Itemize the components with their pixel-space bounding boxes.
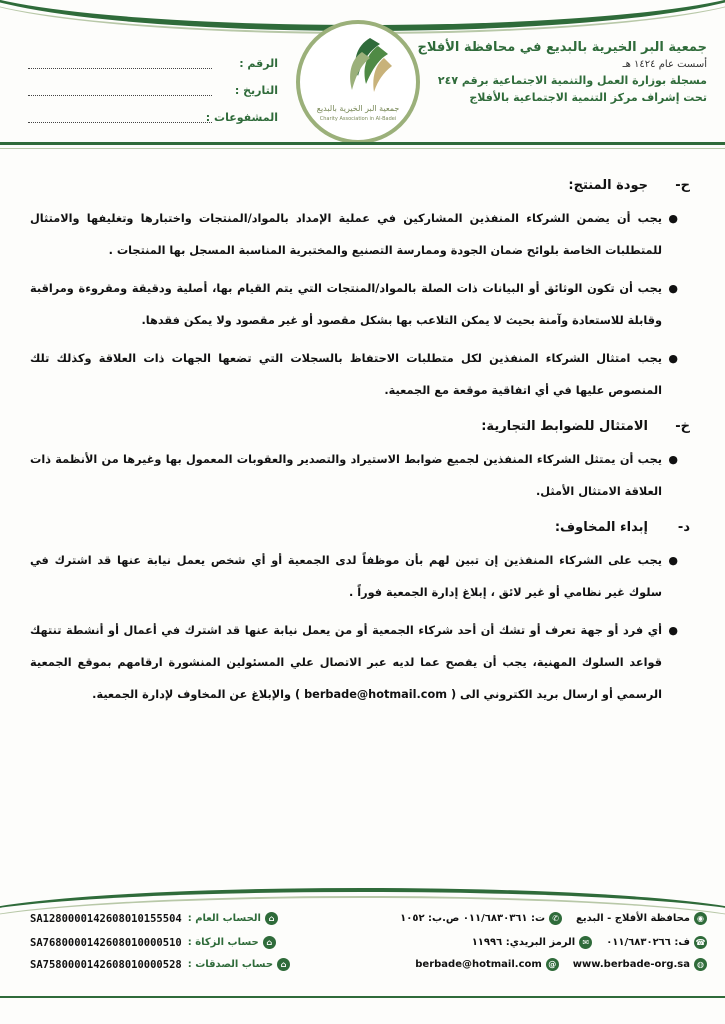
bullet-icon: ● bbox=[668, 624, 678, 637]
bank-icon: ⌂ bbox=[263, 936, 276, 949]
list-item: ● أي فرد أو جهة تعرف أو تشك أن أحد شركاء الجمعية أو من يعمل نيابة عنها قد اشترك في أعمال أو أنشطة تنتهك قواعد السلوك المهنية، يجب أن يفصح عما لديه عبر الاتصال علي المسئولين المنشورة ارقامهم بموقع الجمعية الرسمي أو ارسال بريد الكتروني الى ( berbade@hotmail.com ) والإبلاغ عن المخاوف لإدارة الجمعية. bbox=[30, 615, 690, 711]
header-divider-thin bbox=[0, 148, 725, 149]
document-body bbox=[30, 178, 690, 717]
field-date: التاريخ : bbox=[28, 77, 278, 104]
footer-phone: ت: ٠١١/٦٨٣٠٣٦١ ص.ب: ١٠٥٢ bbox=[400, 913, 546, 924]
org-name: جمعية البر الخيرية بالبديع في محافظة الأفلاج bbox=[417, 40, 707, 55]
bullet-icon: ● bbox=[668, 282, 678, 295]
footer-address: محافظة الأفلاج - البديع bbox=[576, 913, 690, 924]
bullet-icon: ● bbox=[668, 352, 678, 365]
bank-icon: ⌂ bbox=[265, 912, 278, 925]
footer-website[interactable]: www.berbade-org.sa bbox=[572, 959, 690, 970]
footer-web-row bbox=[415, 958, 707, 971]
list-item: ● يجب أن تكون الوثائق أو البيانات ذات الصلة بالمواد/المنتجات التي يتم القيام بها، أصلية ودقيقة ومقروءة ومراقبة وقابلة للاستعادة وآمنة بحيث لا يمكن التلاعب بها بشكل مقصود أو غير مقصود ولا يمكن فقدها. bbox=[30, 273, 690, 337]
account-row: ⌂ حساب الزكاة : SA7680000142608010000510 bbox=[30, 936, 276, 949]
org-supervision: تحت إشراف مركز التنمية الاجتماعية بالأفلاج bbox=[469, 91, 707, 104]
account-row: ⌂ الحساب العام : SA1280000142608010155504 bbox=[30, 912, 278, 925]
letterhead-header bbox=[0, 0, 725, 160]
mailbox-icon: ✉ bbox=[579, 936, 592, 949]
footer-email[interactable]: berbade@hotmail.com bbox=[415, 959, 542, 970]
footer-fax-row bbox=[472, 936, 707, 949]
org-founded: أسست عام ١٤٢٤ هـ bbox=[622, 59, 707, 70]
globe-icon: ◍ bbox=[694, 958, 707, 971]
account-row: ⌂ حساب الصدقات : SA7580000142608010000528 bbox=[30, 958, 290, 971]
logo-text-en: Charity Association in Al-Badei bbox=[319, 116, 397, 122]
bullet-icon: ● bbox=[668, 554, 678, 567]
section-heading-quality: ح-جودة المنتج: bbox=[568, 178, 690, 193]
list-item: ● يجب على الشركاء المنفذين إن تبين لهم بأن موظفاً لدى الجمعية أو أي شخص يعمل نيابة عنها قد اشترك في سلوك غير نظامي أو غير لائق ، إبلاغ إدارة الجمعية فوراً . bbox=[30, 545, 690, 609]
section-heading-concerns: د-إبداء المخاوف: bbox=[554, 520, 690, 535]
bank-icon: ⌂ bbox=[277, 958, 290, 971]
account-iban: SA7580000142608010000528 bbox=[30, 958, 182, 971]
footer-address-row bbox=[400, 912, 707, 925]
footer-bottom-rule bbox=[0, 996, 725, 998]
list-item: ● يجب امتثال الشركاء المنفذين لكل متطلبات الاحتفاظ بالسجلات التي تضعها الجهات ذات العلاقة وكذلك تلك المنصوص عليها في أي اتفاقية موقعة مع الجمعية. bbox=[30, 343, 690, 407]
footer-postal: الرمز البريدي: ١١٩٩٦ bbox=[471, 937, 576, 948]
footer-fax: ف: ٠١١/٦٨٣٠٢٦٦ bbox=[606, 937, 690, 948]
bullet-icon: ● bbox=[668, 212, 678, 225]
email-icon: @ bbox=[546, 958, 559, 971]
organization-logo bbox=[296, 20, 420, 144]
section-heading-trade: خ-الامتثال للضوابط التجارية: bbox=[481, 419, 690, 434]
list-item: ● يجب أن يمتثل الشركاء المنفذين لجميع ضوابط الاستيراد والتصدير والعقوبات المعمول بها وغيرها من الأنظمة ذات العلاقة الامتثال الأمثل. bbox=[30, 444, 690, 508]
field-attachments: المشفوعات : bbox=[28, 104, 278, 131]
account-iban: SA7680000142608010000510 bbox=[30, 936, 182, 949]
location-pin-icon: ◉ bbox=[694, 912, 707, 925]
phone-icon: ✆ bbox=[549, 912, 562, 925]
account-iban: SA1280000142608010155504 bbox=[30, 912, 182, 925]
letterhead-footer bbox=[0, 912, 725, 992]
header-divider bbox=[0, 142, 725, 145]
field-number: الرقم : bbox=[28, 50, 278, 77]
org-registration: مسجلة بوزارة العمل والتنمية الاجتماعية برقم ٢٤٧ bbox=[437, 74, 707, 87]
reference-fields bbox=[28, 50, 278, 131]
logo-text-ar: جمعية البر الخيرية بالبديع bbox=[316, 104, 400, 113]
leaf-logo-icon bbox=[308, 32, 408, 102]
bullet-icon: ● bbox=[668, 453, 678, 466]
fax-icon: ☎ bbox=[695, 938, 706, 947]
organization-info bbox=[407, 40, 707, 104]
list-item: ● يجب أن يضمن الشركاء المنفذين المشاركين في عملية الإمداد بالمواد/المنتجات واختبارها وتغليفها والامتثال للمتطلبات الخاصة بلوائح ضمان الجودة وممارسة التصنيع والمختبرية المناسبة المسجل بها المنتجات . bbox=[30, 203, 690, 267]
